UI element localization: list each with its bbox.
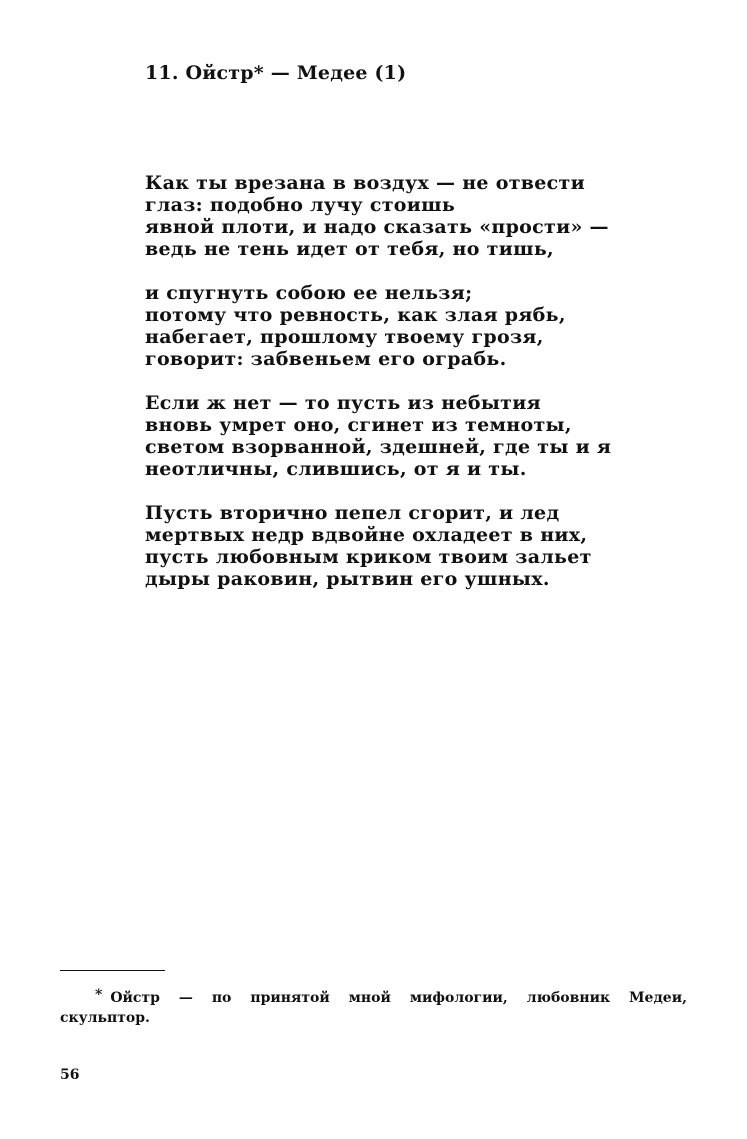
poem-line: говорит: забвеньем его ограбь. <box>145 348 507 370</box>
poem-line: пусть любовным криком твоим зальет <box>145 546 592 568</box>
footnote-marker: * <box>95 987 103 1003</box>
poem-line: дыры раковин, рытвин его ушных. <box>145 568 550 590</box>
footnote-word <box>60 988 160 1008</box>
poem-line: и спугнуть собою ее нельзя; <box>145 282 473 304</box>
poem-line: Пусть вторично пепел сгорит, и лед <box>145 502 560 524</box>
poem-line: явной плоти, и надо сказать «прости» — <box>145 216 609 238</box>
footnote-word: Медеи, <box>629 990 687 1006</box>
footnote <box>60 988 687 1028</box>
footnote-word: принятой <box>250 990 330 1006</box>
poem-title: 11. Ойстр* — Медее (1) <box>145 62 407 84</box>
page-number: 56 <box>60 1067 80 1083</box>
poem-line: потому что ревность, как злая рябь, <box>145 304 566 326</box>
poem-line: Если ж нет — то пусть из небытия <box>145 392 541 414</box>
poem-line: мертвых недр вдвойне охладеет в них, <box>145 524 588 546</box>
stanza-2 <box>145 282 615 370</box>
footnote-word: мной <box>348 990 391 1006</box>
poem-line: вновь умрет оно, сгинет из темноты, <box>145 414 572 436</box>
footnote-word: Ойстр <box>110 990 160 1006</box>
footnote-divider <box>60 970 165 971</box>
poem-body <box>145 172 615 612</box>
footnote-word: мифологии, <box>409 990 508 1006</box>
poem-line: Как ты врезана в воздух — не отвести <box>145 172 585 194</box>
poem-line: набегает, прошлому твоему грозя, <box>145 326 544 348</box>
footnote-word: — <box>178 990 193 1006</box>
poem-line: неотличны, слившись, от я и ты. <box>145 458 527 480</box>
stanza-1 <box>145 172 615 260</box>
footnote-line-1 <box>60 988 687 1008</box>
poem-line: ведь не тень идет от тебя, но тишь, <box>145 238 554 260</box>
footnote-line-2: скульптор. <box>60 1010 150 1026</box>
footnote-word: любовник <box>526 990 611 1006</box>
poem-line: глаз: подобно лучу стоишь <box>145 194 456 216</box>
stanza-3 <box>145 392 615 480</box>
footnote-word: по <box>211 990 232 1006</box>
stanza-4 <box>145 502 615 590</box>
poem-line: светом взорванной, здешней, где ты и я <box>145 436 612 458</box>
